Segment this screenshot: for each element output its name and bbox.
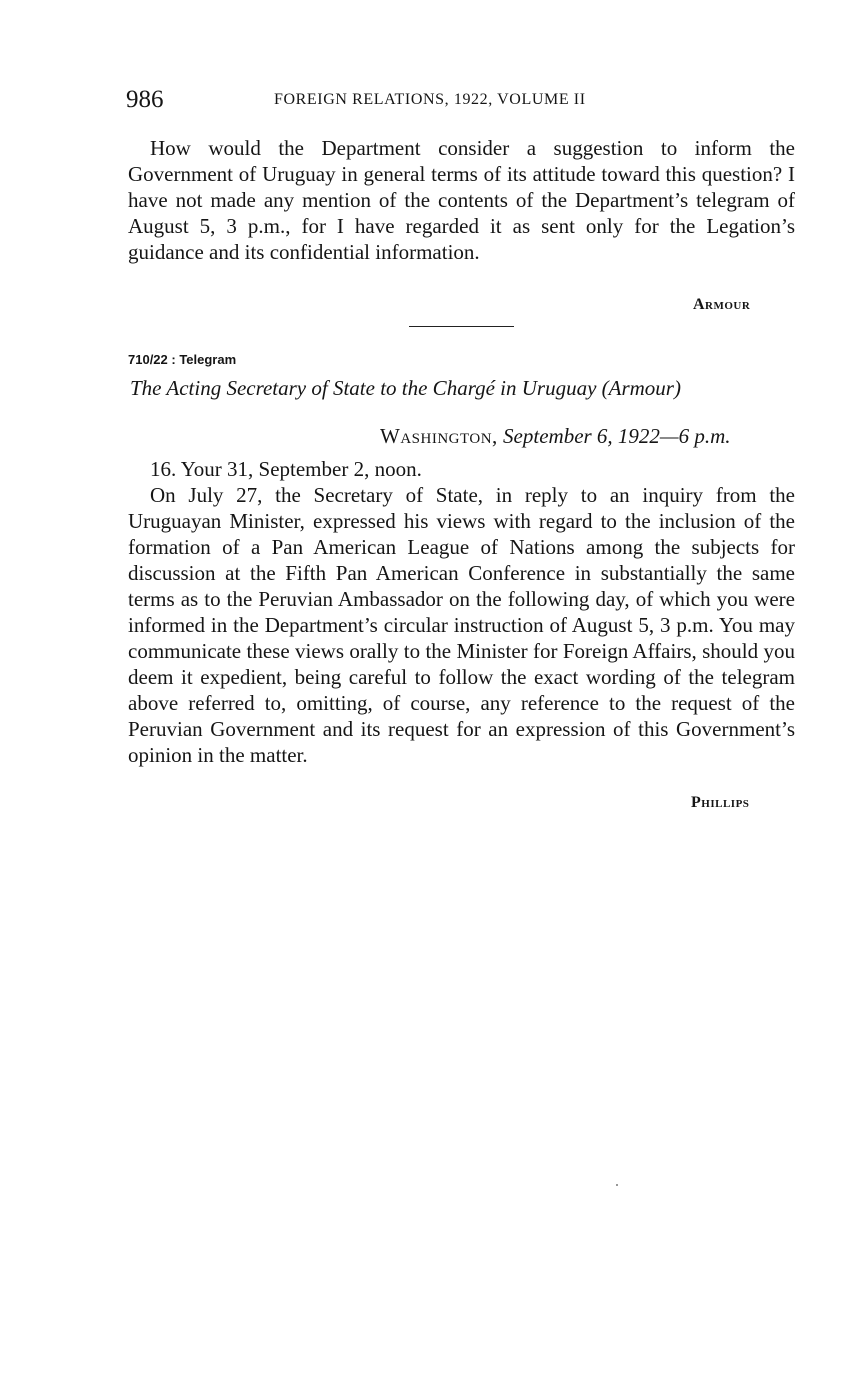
section-divider [409,326,514,327]
signature-phillips: Phillips [691,794,750,811]
telegram-reference-paragraph: 16. Your 31, September 2, noon. [150,457,422,481]
page-number: 986 [126,86,164,113]
running-head-title: FOREIGN RELATIONS, 1922, VOLUME II [274,91,586,108]
signature-armour: Armour [693,296,751,313]
running-head [126,86,794,116]
dateline-place: Washington, [380,424,498,448]
opening-paragraph: How would the Department consider a suggestion to inform the Government of Uruguay in general terms of its attitude toward this question? I have not made any mention of the contents of the Department’s telegram of August 5, 3 p.m., for I have regarded it as sent only for the Legation’s guidance and its confidential information. [128,136,795,264]
file-reference: 710/22 : Telegram [128,352,237,367]
telegram-body-paragraph: On July 27, the Secretary of State, in reply to an inquiry from the Uruguayan Minister, expressed his views with regard to the inclusion of the formation of a Pan American League of Nations among the subjects for discussion at the Fifth Pan American Conference in substantially the same terms as to the Peruvian Ambassador on the following day, of which you were informed in the Department’s circular instruction of August 5, 3 p.m. You may communicate these views orally to the Minister for Foreign Affairs, should you deem it expedient, being careful to follow the exact wording of the telegram above referred to, omitting, of course, any reference to the request of the Peruvian Government and its request for an expression of this Government’s opinion in the matter. [128,483,795,767]
scan-speck [616,1184,618,1186]
dateline-date: September 6, 1922—6 p.m. [503,424,731,448]
document-title: The Acting Secretary of State to the Chargé in Uruguay (Armour) [130,376,681,400]
dateline [380,424,731,449]
